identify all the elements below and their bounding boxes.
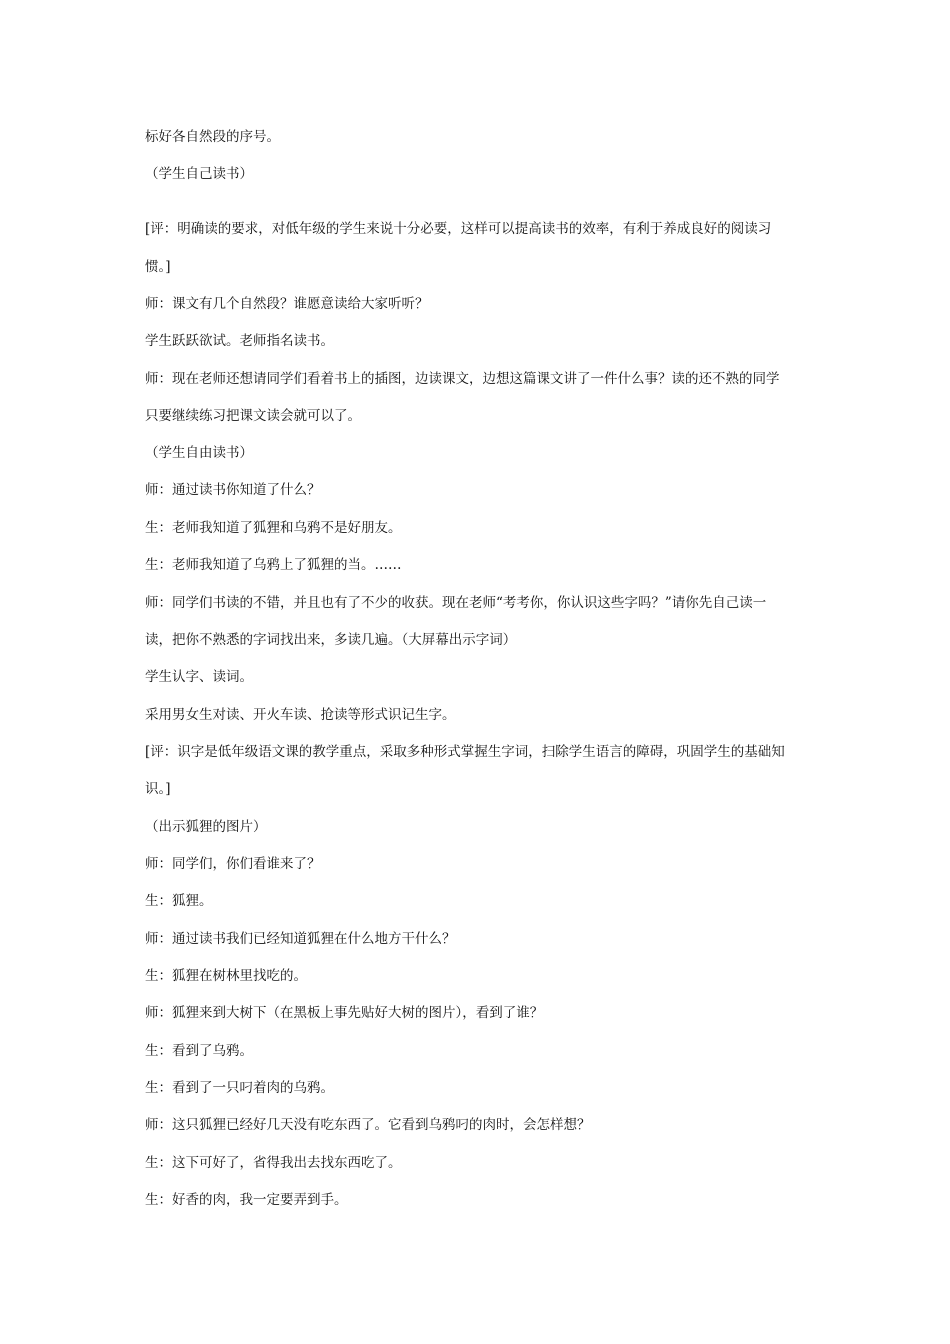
text-line: 标好各自然段的序号。	[145, 129, 280, 145]
text-line: 师：同学们，你们看谁来了？	[145, 856, 321, 872]
text-line: 师：通过读书你知道了什么？	[145, 482, 321, 498]
text-line: 学生跃跃欲试。老师指名读书。	[145, 333, 334, 349]
text-line: 师：现在老师还想请同学们看着书上的插图，边读课文，边想这篇课文讲了一件什么事？读的还不熟的同学	[145, 371, 780, 387]
text-line: 师：同学们书读的不错，并且也有了不少的收获。现在老师“考考你，你认识这些字吗？”请你先自己读一	[145, 595, 767, 611]
text-line: 读，把你不熟悉的字词找出来，多读几遍。（大屏幕出示字词）	[145, 632, 517, 648]
comment-line: [评：识字是低年级语文课的教学重点，采取多种形式掌握生字词，扫除学生语言的障碍，巩固学生的基础知	[145, 744, 785, 760]
text-line: 师：狐狸来到大树下（在黑板上事先贴好大树的图片），看到了谁？	[145, 1005, 544, 1021]
text-line: 生：看到了乌鸦。	[145, 1043, 253, 1059]
text-line: 生：狐狸在树林里找吃的。	[145, 968, 307, 984]
text-line: 生：这下可好了，省得我出去找东西吃了。	[145, 1155, 402, 1171]
comment-line: 惯。]	[145, 259, 171, 275]
text-line: 只要继续练习把课文读会就可以了。	[145, 408, 361, 424]
text-line: 师：通过读书我们已经知道狐狸在什么地方干什么？	[145, 931, 456, 947]
text-line: 生：老师我知道了乌鸦上了狐狸的当。……	[145, 557, 402, 573]
text-line: 生：好香的肉，我一定要弄到手。	[145, 1192, 348, 1208]
text-line: 学生认字、读词。	[145, 669, 253, 685]
text-line: 生：狐狸。	[145, 893, 213, 909]
text-line: 师：课文有几个自然段？谁愿意读给大家听听？	[145, 296, 429, 312]
text-line: （学生自由读书）	[145, 445, 253, 461]
text-line: 生：老师我知道了狐狸和乌鸦不是好朋友。	[145, 520, 402, 536]
text-line: 生：看到了一只叼着肉的乌鸦。	[145, 1080, 334, 1096]
text-line: 师：这只狐狸已经好几天没有吃东西了。它看到乌鸦叼的肉时，会怎样想？	[145, 1117, 591, 1133]
comment-line: 识。]	[145, 781, 171, 797]
text-line: 采用男女生对读、开火车读、抢读等形式识记生字。	[145, 707, 456, 723]
comment-line: [评：明确读的要求，对低年级的学生来说十分必要，这样可以提高读书的效率，有利于养成良好的阅读习	[145, 221, 772, 237]
text-line: （出示狐狸的图片）	[145, 819, 267, 835]
text-line: （学生自己读书）	[145, 166, 253, 182]
